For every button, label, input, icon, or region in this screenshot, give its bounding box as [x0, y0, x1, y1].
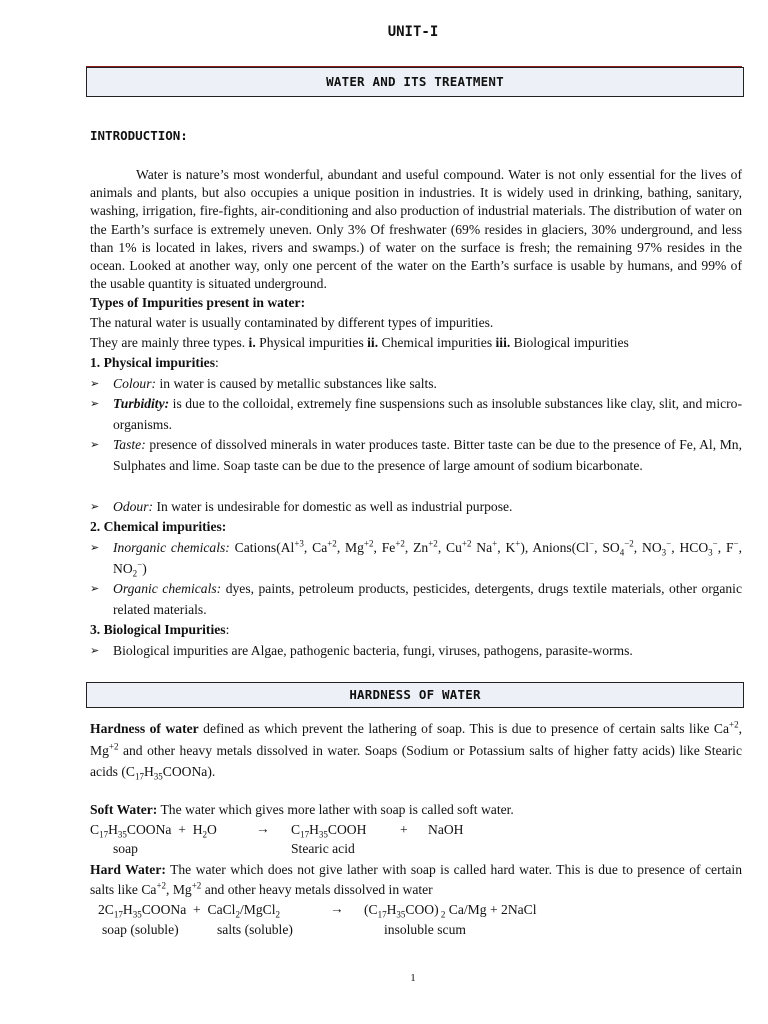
plus-sign: + [400, 822, 408, 837]
inorganic-label: Inorganic chemicals: [113, 540, 230, 555]
bullet-biological [90, 641, 742, 662]
organic-label: Organic chemicals: [113, 581, 222, 596]
arrow-bullet-icon: ➢ [90, 644, 100, 657]
arrow-bullet-icon: ➢ [90, 377, 100, 390]
odour-label: Odour: [113, 499, 154, 514]
bullet-colour [90, 374, 742, 395]
stearic-acid-label: Stearic acid [291, 841, 355, 856]
insoluble-scum-label: insoluble scum [384, 922, 466, 937]
biological-colon: : [225, 622, 230, 637]
arrow-bullet-icon: ➢ [90, 397, 100, 410]
bullet-odour [90, 497, 742, 518]
type3: Biological impurities [513, 335, 629, 350]
soft-water-bold: Soft Water: [90, 802, 158, 817]
type2: Chemical impurities [381, 335, 493, 350]
impurities-heading: Types of Impurities present in water: [90, 295, 306, 310]
bullet-turbidity [90, 394, 742, 435]
physical-heading-text: 1. Physical impurities [90, 355, 215, 370]
biological-heading [90, 620, 742, 641]
section-title-hardness: HARDNESS OF WATER [86, 682, 744, 708]
bullet-organic [90, 579, 742, 620]
arrow-bullet-icon: ➢ [90, 541, 100, 554]
salts-soluble-label: salts (soluble) [217, 922, 293, 937]
arrow-bullet-icon: ➢ [90, 500, 100, 513]
soap-label: soap [113, 841, 138, 856]
soap-soluble-label: soap (soluble) [102, 922, 179, 937]
odour-text: In water is undesirable for domestic as well as industrial purpose. [156, 499, 513, 514]
colour-text: in water is caused by metallic substances like salts. [159, 376, 437, 391]
turbidity-text: is due to the colloidal, extremely fine suspensions such as insoluble substances like clay, slit, and micro-organisms. [113, 396, 742, 432]
type1: Physical impurities [259, 335, 364, 350]
section-title-water-treatment: WATER AND ITS TREATMENT [86, 67, 744, 97]
bullet-taste [90, 435, 742, 476]
chemical-heading-text: . Chemical impurities: [96, 519, 227, 534]
introduction-paragraph: Water is nature’s most wonderful, abundant and useful compound. Water is not only essential for the lives of animals and plants, but also occupies a unique position in industries. It is widely used in drinking, bathing, sanitary, washing, irrigation, fire-fights, air-conditioning and also production of industrial materials. The distribution of water on the Earth’s surface is extremely uneven. Only 3% Of freshwater (69% resides in glaciers, 30% underground, and less than 1% is located in lakes, rivers and swamps.) of water on the surface is fresh; the remaining 97% resides in the ocean. Looked at another way, only one percent of the water on the Earth’s surface is usable by humans, and 99% of the usable quantity is situated underground. [90, 167, 742, 292]
hard-equation-reactants: $2C_{17}H_{35}COONa$ + CaCl$_2$/MgCl$_2$ [98, 902, 280, 920]
arrow-bullet-icon: ➢ [90, 438, 100, 451]
type3-num: iii. [495, 335, 511, 350]
impurities-types-line [90, 333, 742, 354]
naoh: NaOH [428, 822, 464, 837]
page-number: 1 [410, 972, 416, 984]
unit-title: UNIT-I [387, 24, 439, 40]
biological-text: Biological impurities are Algae, pathogenic bacteria, fungi, viruses, pathogens, parasite-worms. [113, 643, 633, 658]
biological-heading-text: . Biological Impurities [96, 622, 226, 637]
type1-num: i. [248, 335, 256, 350]
soft-equation-reactant1: $C_{17}H_{35}COONa + H_2O$ [90, 822, 217, 840]
biological-heading-num: 3 [90, 622, 97, 637]
soft-water-line [90, 800, 742, 821]
turbidity-label: Turbidity: [113, 396, 170, 411]
type2-num: ii. [367, 335, 379, 350]
hard-water-definition: Hard Water: The water which does not give lather with soap is called hard water. This is due to presence of certain salts like $Ca^{+2}$, $Mg^{+2}$ and other heavy metals dissolved in water [90, 862, 742, 897]
bullet-inorganic: ➢ Inorganic chemicals: $Cations(Al^{+3}$, $Ca^{+2}$, $Mg^{+2}$, $Fe^{+2}$, $Zn^{+2}$, $Cu^{+2}$ Na+, K+), Anions(Cl−, $SO_4^{-2}$, $NO_3^-$, $HCO_3^-$, F−, $NO_2^-$) [90, 538, 743, 579]
arrow-bullet-icon: ➢ [90, 582, 100, 595]
colour-label: Colour: [113, 376, 157, 391]
hard-equation-products: $(C_{17}H_{35}COO)$ $_2$ Ca/Mg + 2NaCl [364, 902, 537, 920]
chemical-heading [90, 517, 742, 538]
impurities-intro-line: The natural water is usually contaminated by different types of impurities. [90, 315, 494, 330]
taste-label: Taste: [113, 437, 146, 452]
hardness-definition: Hardness of water defined as which prevent the lathering of soap. This is due to presence of certain salts like $Ca^{+2}$, $Mg^{+2}$ and other heavy metals dissolved in water. Soaps (Sodium or Potassium salts of higher fatty acids) like Stearic acids $(C_{17}H_{35}COONa)$. [90, 719, 742, 782]
organic-text: dyes, paints, petroleum products, pesticides, detergents, drugs textile materials, other organic related materials. [113, 581, 742, 617]
physical-heading [90, 353, 742, 374]
chemical-heading-num: 2 [90, 519, 97, 534]
reaction-arrow: → [256, 821, 270, 836]
soft-water-text: The water which gives more lather with soap is called soft water. [160, 802, 514, 817]
physical-colon: : [215, 355, 219, 370]
introduction-heading: INTRODUCTION: [90, 128, 188, 143]
hardness-def-bold: Hardness of water [90, 721, 199, 736]
soft-equation-product: $C_{17}H_{35}COOH$ [291, 822, 367, 840]
hard-water-bold: Hard Water: [90, 862, 166, 877]
types-prefix: They are mainly three types. [90, 335, 246, 350]
taste-text: presence of dissolved minerals in water produces taste. Bitter taste can be due to the presence of Fe, Al, Mn, Sulphates and lime. Soap taste can be due to the presence of large amount of sodium bicarbonate. [113, 437, 742, 473]
reaction-arrow-2: → [330, 901, 344, 916]
